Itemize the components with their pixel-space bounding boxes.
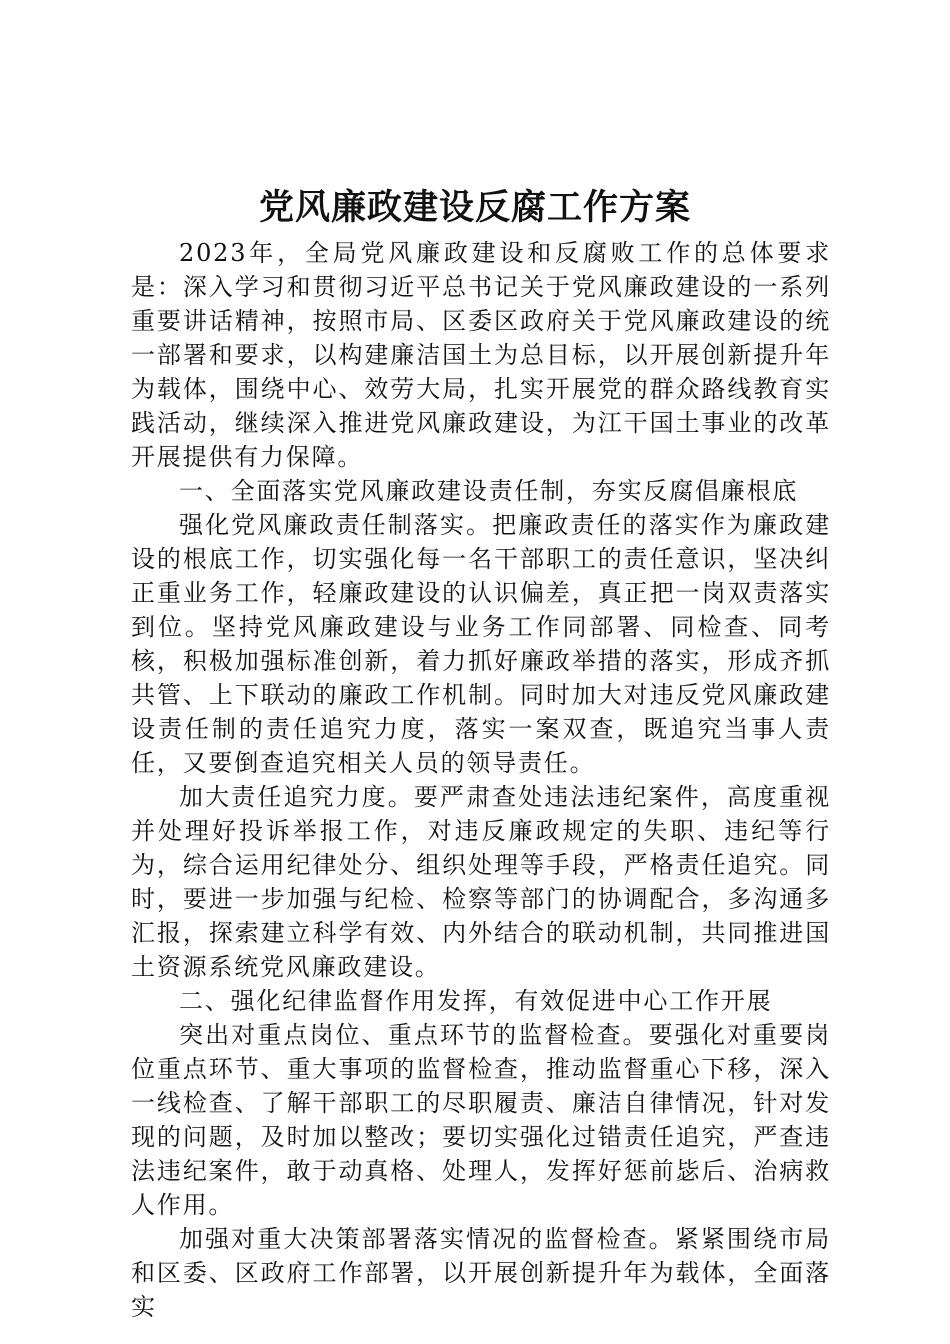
section-heading-2: 二、强化纪律监督作用发挥，有效促进中心工作开展 bbox=[179, 987, 773, 1015]
document-title: 党风廉政建设反腐工作方案 bbox=[258, 187, 691, 228]
paragraph-intro: 2023年，全局党风廉政建设和反腐败工作的总体要求是：深入学习和贯彻习近平总书记关于党风廉政建设的一系列重要讲话精神，按照市局、区委区政府关于党风廉政建设的统一部署和要求，以构建廉洁国土为总目标，以开展创新提升年为载体，围绕中心、效劳大局，扎实开展党的群众路线教育实践活动，继续深入推进党风廉政建设，为江干国土事业的改革开展提供有力保障。 bbox=[131, 239, 831, 471]
paragraph: 加大责任追究力度。要严肃查处违法违纪案件，高度重视并处理好投诉举报工作，对违反廉政规定的失职、违纪等行为，综合运用纪律处分、组织处理等手段，严格责任追究。同时，要进一步加强与纪检、检察等部门的协调配合，多沟通多汇报，探索建立科学有效、内外结合的联动机制，共同推进国土资源系统党风廉政建设。 bbox=[131, 783, 831, 981]
section-heading-1: 一、全面落实党风廉政建设责任制，夯实反腐倡廉根底 bbox=[179, 477, 799, 505]
paragraph: 加强对重大决策部署落实情况的监督检查。紧紧围绕市局和区委、区政府工作部署，以开展创新提升年为载体，全面落实 bbox=[131, 1225, 831, 1321]
paragraph: 强化党风廉政责任制落实。把廉政责任的落实作为廉政建设的根底工作，切实强化每一名干部职工的责任意识，坚决纠正重业务工作，轻廉政建设的认识偏差，真正把一岗双责落实到位。坚持党风廉政建设与业务工作同部署、同检查、同考核，积极加强标准创新，着力抓好廉政举措的落实，形成齐抓共管、上下联动的廉政工作机制。同时加大对违反党风廉政建设责任制的责任追究力度，落实一案双查，既追究当事人责任，又要倒查追究相关人员的领导责任。 bbox=[131, 511, 831, 777]
paragraph: 突出对重点岗位、重点环节的监督检查。要强化对重要岗位重点环节、重大事项的监督检查，推动监督重心下移，深入一线检查、了解干部职工的尽职履责、廉洁自律情况，针对发现的问题，及时加以整改；要切实强化过错责任追究，严查违法违纪案件，敢于动真格、处理人，发挥好惩前毖后、治病救人作用。 bbox=[131, 1021, 831, 1219]
document-body bbox=[131, 236, 831, 1324]
